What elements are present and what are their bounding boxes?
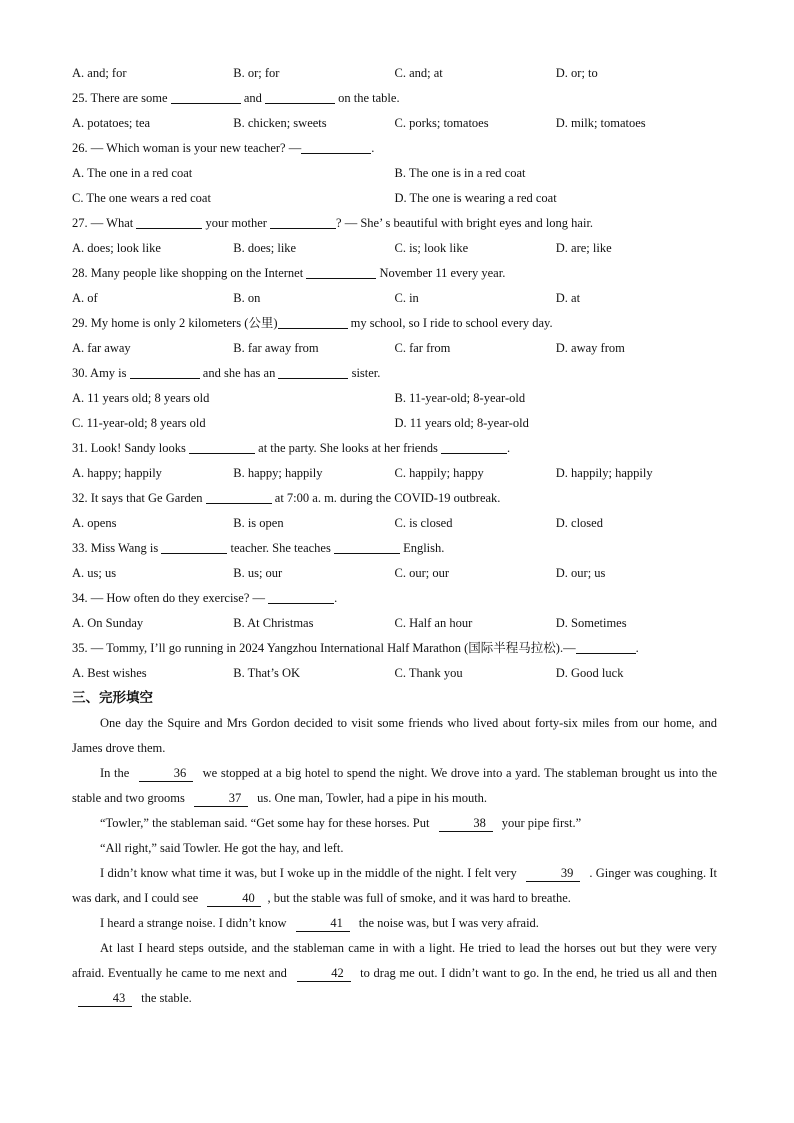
option-a[interactable]: A. opens bbox=[72, 516, 117, 530]
q26-options-row2 bbox=[72, 186, 717, 211]
option-d[interactable]: D. The one is wearing a red coat bbox=[394, 191, 557, 205]
q30-options-row2 bbox=[72, 411, 717, 436]
option-a[interactable]: A. us; us bbox=[72, 566, 117, 580]
answer-blank[interactable] bbox=[161, 538, 227, 554]
option-b[interactable]: B. At Christmas bbox=[233, 616, 314, 630]
q33-options bbox=[72, 561, 717, 586]
option-d[interactable]: D. away from bbox=[555, 341, 625, 355]
option-d[interactable]: D. happily; happily bbox=[555, 466, 653, 480]
option-b[interactable]: B. us; our bbox=[233, 566, 283, 580]
answer-blank[interactable] bbox=[270, 213, 336, 229]
option-b[interactable]: B. on bbox=[233, 291, 261, 305]
option-c[interactable]: C. in bbox=[394, 291, 419, 305]
option-c[interactable]: C. Half an hour bbox=[394, 616, 473, 630]
option-c[interactable]: C. far from bbox=[394, 341, 451, 355]
option-c[interactable]: C. and; at bbox=[394, 66, 443, 80]
option-a[interactable]: A. Best wishes bbox=[72, 666, 147, 680]
question-26: 26. — Which woman is your new teacher? — . bbox=[72, 136, 717, 161]
answer-blank[interactable] bbox=[268, 588, 334, 604]
q27-options bbox=[72, 236, 717, 261]
option-d[interactable]: D. are; like bbox=[555, 241, 612, 255]
question-33: 33. Miss Wang is teacher. She teaches English. bbox=[72, 536, 717, 561]
passage-paragraph: I heard a strange noise. I didn’t know 41 the noise was, but I was very afraid. bbox=[100, 916, 539, 930]
passage-paragraph: In the 36 we stopped at a big hotel to spend the night. We drove into a yard. The stableman brought us into the stable and two grooms 37 us. One man, Towler, had a pipe in his mouth. bbox=[72, 766, 718, 805]
answer-blank[interactable] bbox=[441, 438, 507, 454]
option-b[interactable]: B. That’s OK bbox=[233, 666, 301, 680]
option-b[interactable]: B. happy; happily bbox=[233, 466, 323, 480]
q31-options bbox=[72, 461, 717, 486]
answer-blank[interactable] bbox=[130, 363, 200, 379]
passage-paragraph: I didn’t know what time it was, but I woke up in the middle of the night. I felt very 39 . Ginger was coughing. It was dark, and I could see 40 , but the stable was full of smoke, and it was hard to breathe. bbox=[72, 866, 718, 905]
question-29: 29. My home is only 2 kilometers (公里) my school, so I ride to school every day. bbox=[72, 311, 717, 336]
q34-options bbox=[72, 611, 717, 636]
question-30: 30. Amy is and she has an sister. bbox=[72, 361, 717, 386]
option-d[interactable]: D. Sometimes bbox=[555, 616, 627, 630]
option-b[interactable]: B. does; like bbox=[233, 241, 297, 255]
question-32: 32. It says that Ge Garden at 7:00 a. m. during the COVID-19 outbreak. bbox=[72, 486, 717, 511]
option-a[interactable]: A. does; look like bbox=[72, 241, 161, 255]
answer-blank[interactable] bbox=[189, 438, 255, 454]
option-a[interactable]: A. happy; happily bbox=[72, 466, 162, 480]
option-a[interactable]: A. of bbox=[72, 291, 98, 305]
question-27: 27. — What your mother ? — She’ s beautiful with bright eyes and long hair. bbox=[72, 211, 717, 236]
option-a[interactable]: A. potatoes; tea bbox=[72, 116, 151, 130]
option-b[interactable]: B. is open bbox=[233, 516, 284, 530]
cloze-blank-39[interactable]: 39 bbox=[526, 865, 580, 882]
answer-blank[interactable] bbox=[278, 313, 348, 329]
passage-paragraph: “All right,” said Towler. He got the hay, and left. bbox=[100, 841, 344, 855]
exam-page bbox=[72, 61, 717, 1011]
passage-paragraph: “Towler,” the stableman said. “Get some hay for these horses. Put 38 your pipe first.” bbox=[100, 816, 582, 830]
question-31: 31. Look! Sandy looks at the party. She looks at her friends . bbox=[72, 436, 717, 461]
cloze-blank-42[interactable]: 42 bbox=[297, 965, 351, 982]
option-b[interactable]: B. chicken; sweets bbox=[233, 116, 327, 130]
option-b[interactable]: B. The one is in a red coat bbox=[394, 166, 526, 180]
question-25: 25. There are some and on the table. bbox=[72, 86, 717, 111]
q35-options bbox=[72, 661, 717, 686]
option-a[interactable]: A. On Sunday bbox=[72, 616, 144, 630]
option-a[interactable]: A. The one in a red coat bbox=[72, 166, 193, 180]
cloze-blank-43[interactable]: 43 bbox=[78, 990, 132, 1007]
q28-options bbox=[72, 286, 717, 311]
option-c[interactable]: C. 11-year-old; 8 years old bbox=[72, 416, 206, 430]
q25-options bbox=[72, 111, 717, 136]
option-d[interactable]: D. at bbox=[555, 291, 581, 305]
answer-blank[interactable] bbox=[278, 363, 348, 379]
q24-options bbox=[72, 61, 717, 86]
option-c[interactable]: C. is; look like bbox=[394, 241, 469, 255]
option-c[interactable]: C. our; our bbox=[394, 566, 450, 580]
q29-options bbox=[72, 336, 717, 361]
option-c[interactable]: C. porks; tomatoes bbox=[394, 116, 489, 130]
cloze-blank-38[interactable]: 38 bbox=[439, 815, 493, 832]
question-28: 28. Many people like shopping on the Internet November 11 every year. bbox=[72, 261, 717, 286]
cloze-passage bbox=[72, 711, 717, 1011]
section-heading: 三、完形填空 bbox=[72, 690, 153, 706]
answer-blank[interactable] bbox=[576, 638, 636, 654]
answer-blank[interactable] bbox=[206, 488, 272, 504]
answer-blank[interactable] bbox=[301, 138, 371, 154]
option-c[interactable]: C. is closed bbox=[394, 516, 453, 530]
option-a[interactable]: A. and; for bbox=[72, 66, 127, 80]
q32-options bbox=[72, 511, 717, 536]
option-b[interactable]: B. or; for bbox=[233, 66, 280, 80]
option-b[interactable]: B. far away from bbox=[233, 341, 319, 355]
answer-blank[interactable] bbox=[306, 263, 376, 279]
option-b[interactable]: B. 11-year-old; 8-year-old bbox=[394, 391, 526, 405]
option-c[interactable]: C. The one wears a red coat bbox=[72, 191, 211, 205]
option-c[interactable]: C. Thank you bbox=[394, 666, 463, 680]
option-d[interactable]: D. closed bbox=[555, 516, 603, 530]
cloze-blank-41[interactable]: 41 bbox=[296, 915, 350, 932]
option-d[interactable]: D. Good luck bbox=[555, 666, 624, 680]
question-34: 34. — How often do they exercise? — . bbox=[72, 586, 717, 611]
option-a[interactable]: A. 11 years old; 8 years old bbox=[72, 391, 210, 405]
answer-blank[interactable] bbox=[136, 213, 202, 229]
answer-blank[interactable] bbox=[265, 88, 335, 104]
option-c[interactable]: C. happily; happy bbox=[394, 466, 484, 480]
option-d[interactable]: D. milk; tomatoes bbox=[555, 116, 646, 130]
cloze-blank-36[interactable]: 36 bbox=[139, 765, 193, 782]
answer-blank[interactable] bbox=[171, 88, 241, 104]
cloze-blank-40[interactable]: 40 bbox=[207, 890, 261, 907]
q30-options-row1 bbox=[72, 386, 717, 411]
question-35: 35. — Tommy, I’ll go running in 2024 Yangzhou International Half Marathon (国际半程马拉松).— . bbox=[72, 636, 717, 661]
option-a[interactable]: A. far away bbox=[72, 341, 131, 355]
passage-paragraph: At last I heard steps outside, and the stableman came in with a light. He tried to lead the horses out but they were very afraid. Eventually he came to me next and 42 to drag me out. I didn’t want to go. In the end, he tried us all and then 43 the stable. bbox=[72, 941, 718, 1005]
q26-options-row1 bbox=[72, 161, 717, 186]
cloze-blank-37[interactable]: 37 bbox=[194, 790, 248, 807]
answer-blank[interactable] bbox=[334, 538, 400, 554]
option-d[interactable]: D. or; to bbox=[555, 66, 598, 80]
passage-paragraph: One day the Squire and Mrs Gordon decided to visit some friends who lived about forty-six miles from our home, and James drove them. bbox=[72, 716, 717, 755]
option-d[interactable]: D. our; us bbox=[555, 566, 606, 580]
option-d[interactable]: D. 11 years old; 8-year-old bbox=[394, 416, 529, 430]
